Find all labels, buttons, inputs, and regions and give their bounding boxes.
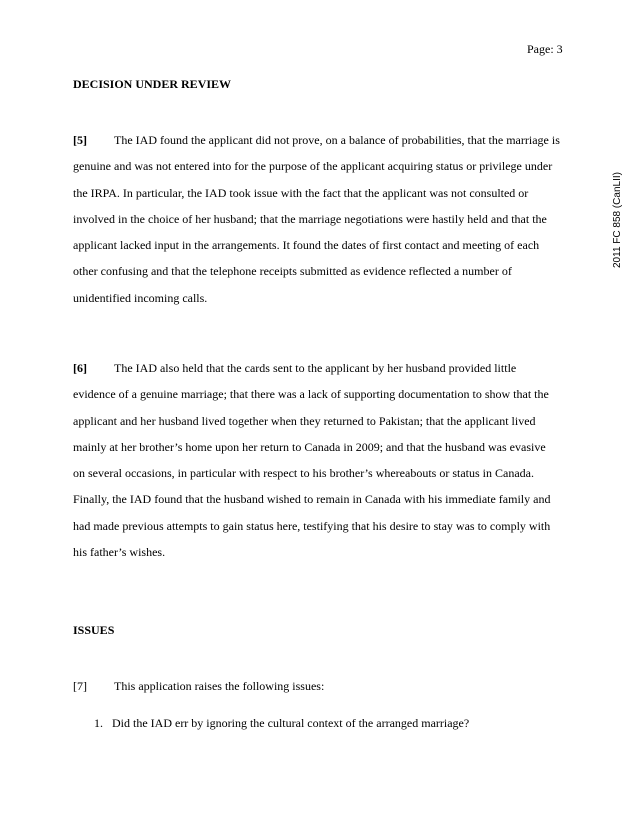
issue-list-item [94, 716, 469, 731]
paragraph-line: other confusing and that the telephone receipts submitted as evidence reflected a number of [73, 264, 512, 279]
line-text: This application raises the following issues: [114, 679, 325, 693]
line-text: The IAD also held that the cards sent to the applicant by her husband provided little [114, 361, 517, 375]
paragraph-line [73, 355, 571, 381]
paragraph-line: Finally, the IAD found that the husband wished to remain in Canada with his immediate family and [73, 492, 551, 507]
page-number: Page: 3 [527, 42, 563, 56]
paragraph-line: applicant lacked input in the arrangements. It found the dates of first contact and meeting of each [73, 238, 540, 253]
paragraph-line: involved in the choice of her husband; that the marriage negotiations were hastily held and that the [73, 211, 547, 226]
paragraph-line: applicant and her husband lived together when they returned to Pakistan; that the applicant lived [73, 413, 536, 428]
paragraph-7 [73, 673, 571, 699]
paragraph-number: [6] [73, 361, 87, 375]
paragraph-line [73, 127, 571, 153]
decision-heading: DECISION UNDER REVIEW [73, 77, 232, 91]
paragraph-number: [7] [73, 679, 87, 693]
paragraph-line: unidentified incoming calls. [73, 290, 208, 305]
paragraph-line: the IRPA. In particular, the IAD took issue with the fact that the applicant was not consulted or [73, 185, 529, 200]
paragraph-line: his father’s wishes. [73, 545, 166, 560]
paragraph-line: on several occasions, in particular with respect to his brother’s whereabouts or status in Canada. [73, 466, 534, 481]
paragraph-number: [5] [73, 133, 87, 147]
line-text: The IAD found the applicant did not prove, on a balance of probabilities, that the marriage is [114, 133, 560, 147]
paragraph-line [73, 673, 571, 699]
issues-heading: ISSUES [73, 623, 115, 637]
list-marker: 1. [94, 716, 103, 730]
paragraph-line: genuine and was not entered into for the purpose of the applicant acquiring status or privilege under [73, 159, 553, 174]
paragraph-line: evidence of a genuine marriage; that there was a lack of supporting documentation to show that the [73, 387, 549, 402]
paragraph-5 [73, 127, 571, 311]
list-item-text: Did the IAD err by ignoring the cultural context of the arranged marriage? [112, 716, 470, 730]
side-citation [612, 172, 623, 269]
citation-text: 2011 FC 858 (CanLII) [612, 172, 623, 268]
paragraph-line: mainly at her brother’s home upon her return to Canada in 2009; and that the husband was evasive [73, 439, 546, 454]
paragraph-6 [73, 355, 571, 565]
paragraph-line: had made previous attempts to gain status here, testifying that his desire to stay was to comply with [73, 518, 551, 533]
